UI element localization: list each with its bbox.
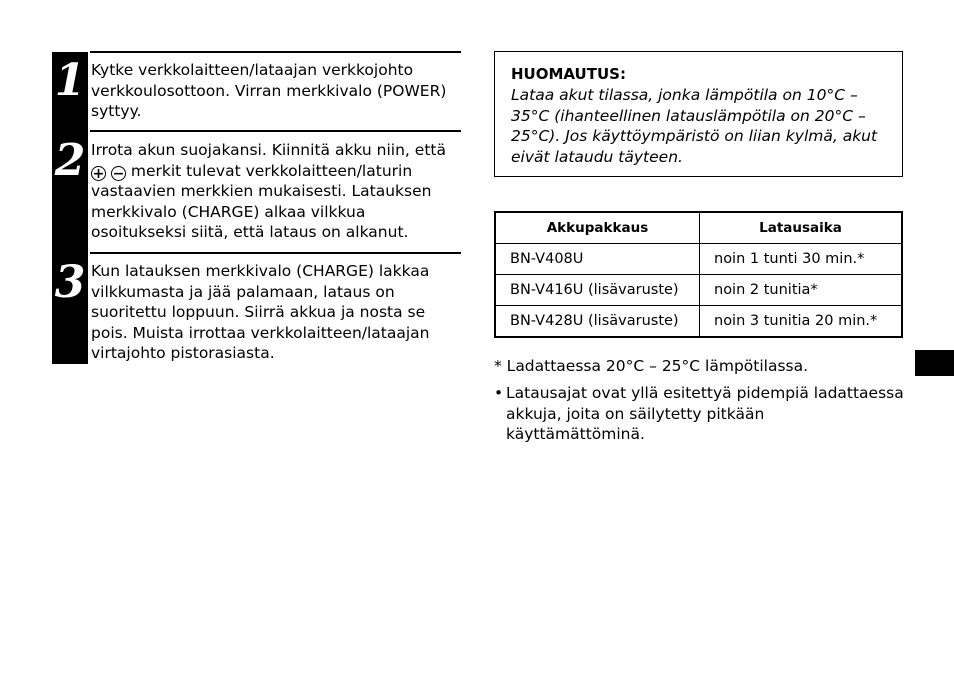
table-footnote: * Ladattaessa 20°C – 25°C lämpötilassa. — [494, 357, 809, 375]
bullet-marker: • — [494, 384, 504, 402]
battery-cell: BN-V408U — [495, 244, 700, 275]
column-header-battery: Akkupakkaus — [495, 212, 700, 244]
step-number-1: 1 — [54, 55, 86, 106]
note-title: HUOMAUTUS: — [511, 65, 626, 83]
step-3-text: Kun latauksen merkkivalo (CHARGE) lakkaa vilkkumasta ja jää palamaan, lataus on suoritettu loppuun. Siirrä akkua ja nosta se pois. Muista irrottaa verkkolaitteen/lataajan virtajohto pistorasiasta. — [91, 262, 430, 362]
step-2-divider — [90, 130, 461, 132]
plus-terminal-icon: + — [92, 165, 105, 182]
battery-cell: BN-V428U (lisävaruste) — [495, 306, 700, 338]
table-row — [495, 275, 902, 306]
bullet-text: Latausajat ovat yllä esitettyä pidempiä ladattaessa akkuja, joita on säilytetty pitkään käyttämättöminä. — [506, 384, 904, 443]
table-header-row — [495, 212, 902, 244]
note-text: Lataa akut tilassa, jonka lämpötila on 10°C – 35°C (ihanteellinen latauslämpötila on 20°C – 25°C). Jos käyttöympäristö on liian kylmä, akut eivät lataudu täyteen. — [511, 86, 878, 166]
charging-time-cell: noin 2 tunitia* — [700, 275, 903, 306]
bullet-note — [494, 383, 904, 445]
table-row — [495, 244, 902, 275]
step-2-text — [91, 140, 463, 243]
table-row — [495, 306, 902, 338]
step-number-3: 3 — [54, 257, 86, 308]
note-box — [494, 51, 903, 177]
charging-time-table — [494, 211, 903, 338]
step-1-divider — [90, 51, 461, 53]
column-header-charging-time: Latausaika — [700, 212, 903, 244]
step-2-text-end: merkit tulevat verkkolaitteen/laturin vastaavien merkkien mukaisesti. Latauksen merkkivalo (CHARGE) alkaa vilkkua osoitukseksi siitä, että lataus on alkanut. — [91, 161, 432, 241]
step-number-2: 2 — [54, 135, 86, 186]
step-3-divider — [90, 252, 461, 254]
section-thumb-tab — [915, 350, 954, 376]
battery-cell: BN-V416U (lisävaruste) — [495, 275, 700, 306]
charging-time-cell: noin 1 tunti 30 min.* — [700, 244, 903, 275]
step-1-text: Kytke verkkolaitteen/lataajan verkkojohto verkkoulosottoon. Virran merkkivalo (POWER) syttyy. — [91, 61, 447, 120]
minus-terminal-icon: − — [112, 165, 125, 182]
charging-time-cell: noin 3 tunitia 20 min.* — [700, 306, 903, 338]
step-2-text-start: Irrota akun suojakansi. Kiinnitä akku niin, että — [91, 141, 446, 159]
